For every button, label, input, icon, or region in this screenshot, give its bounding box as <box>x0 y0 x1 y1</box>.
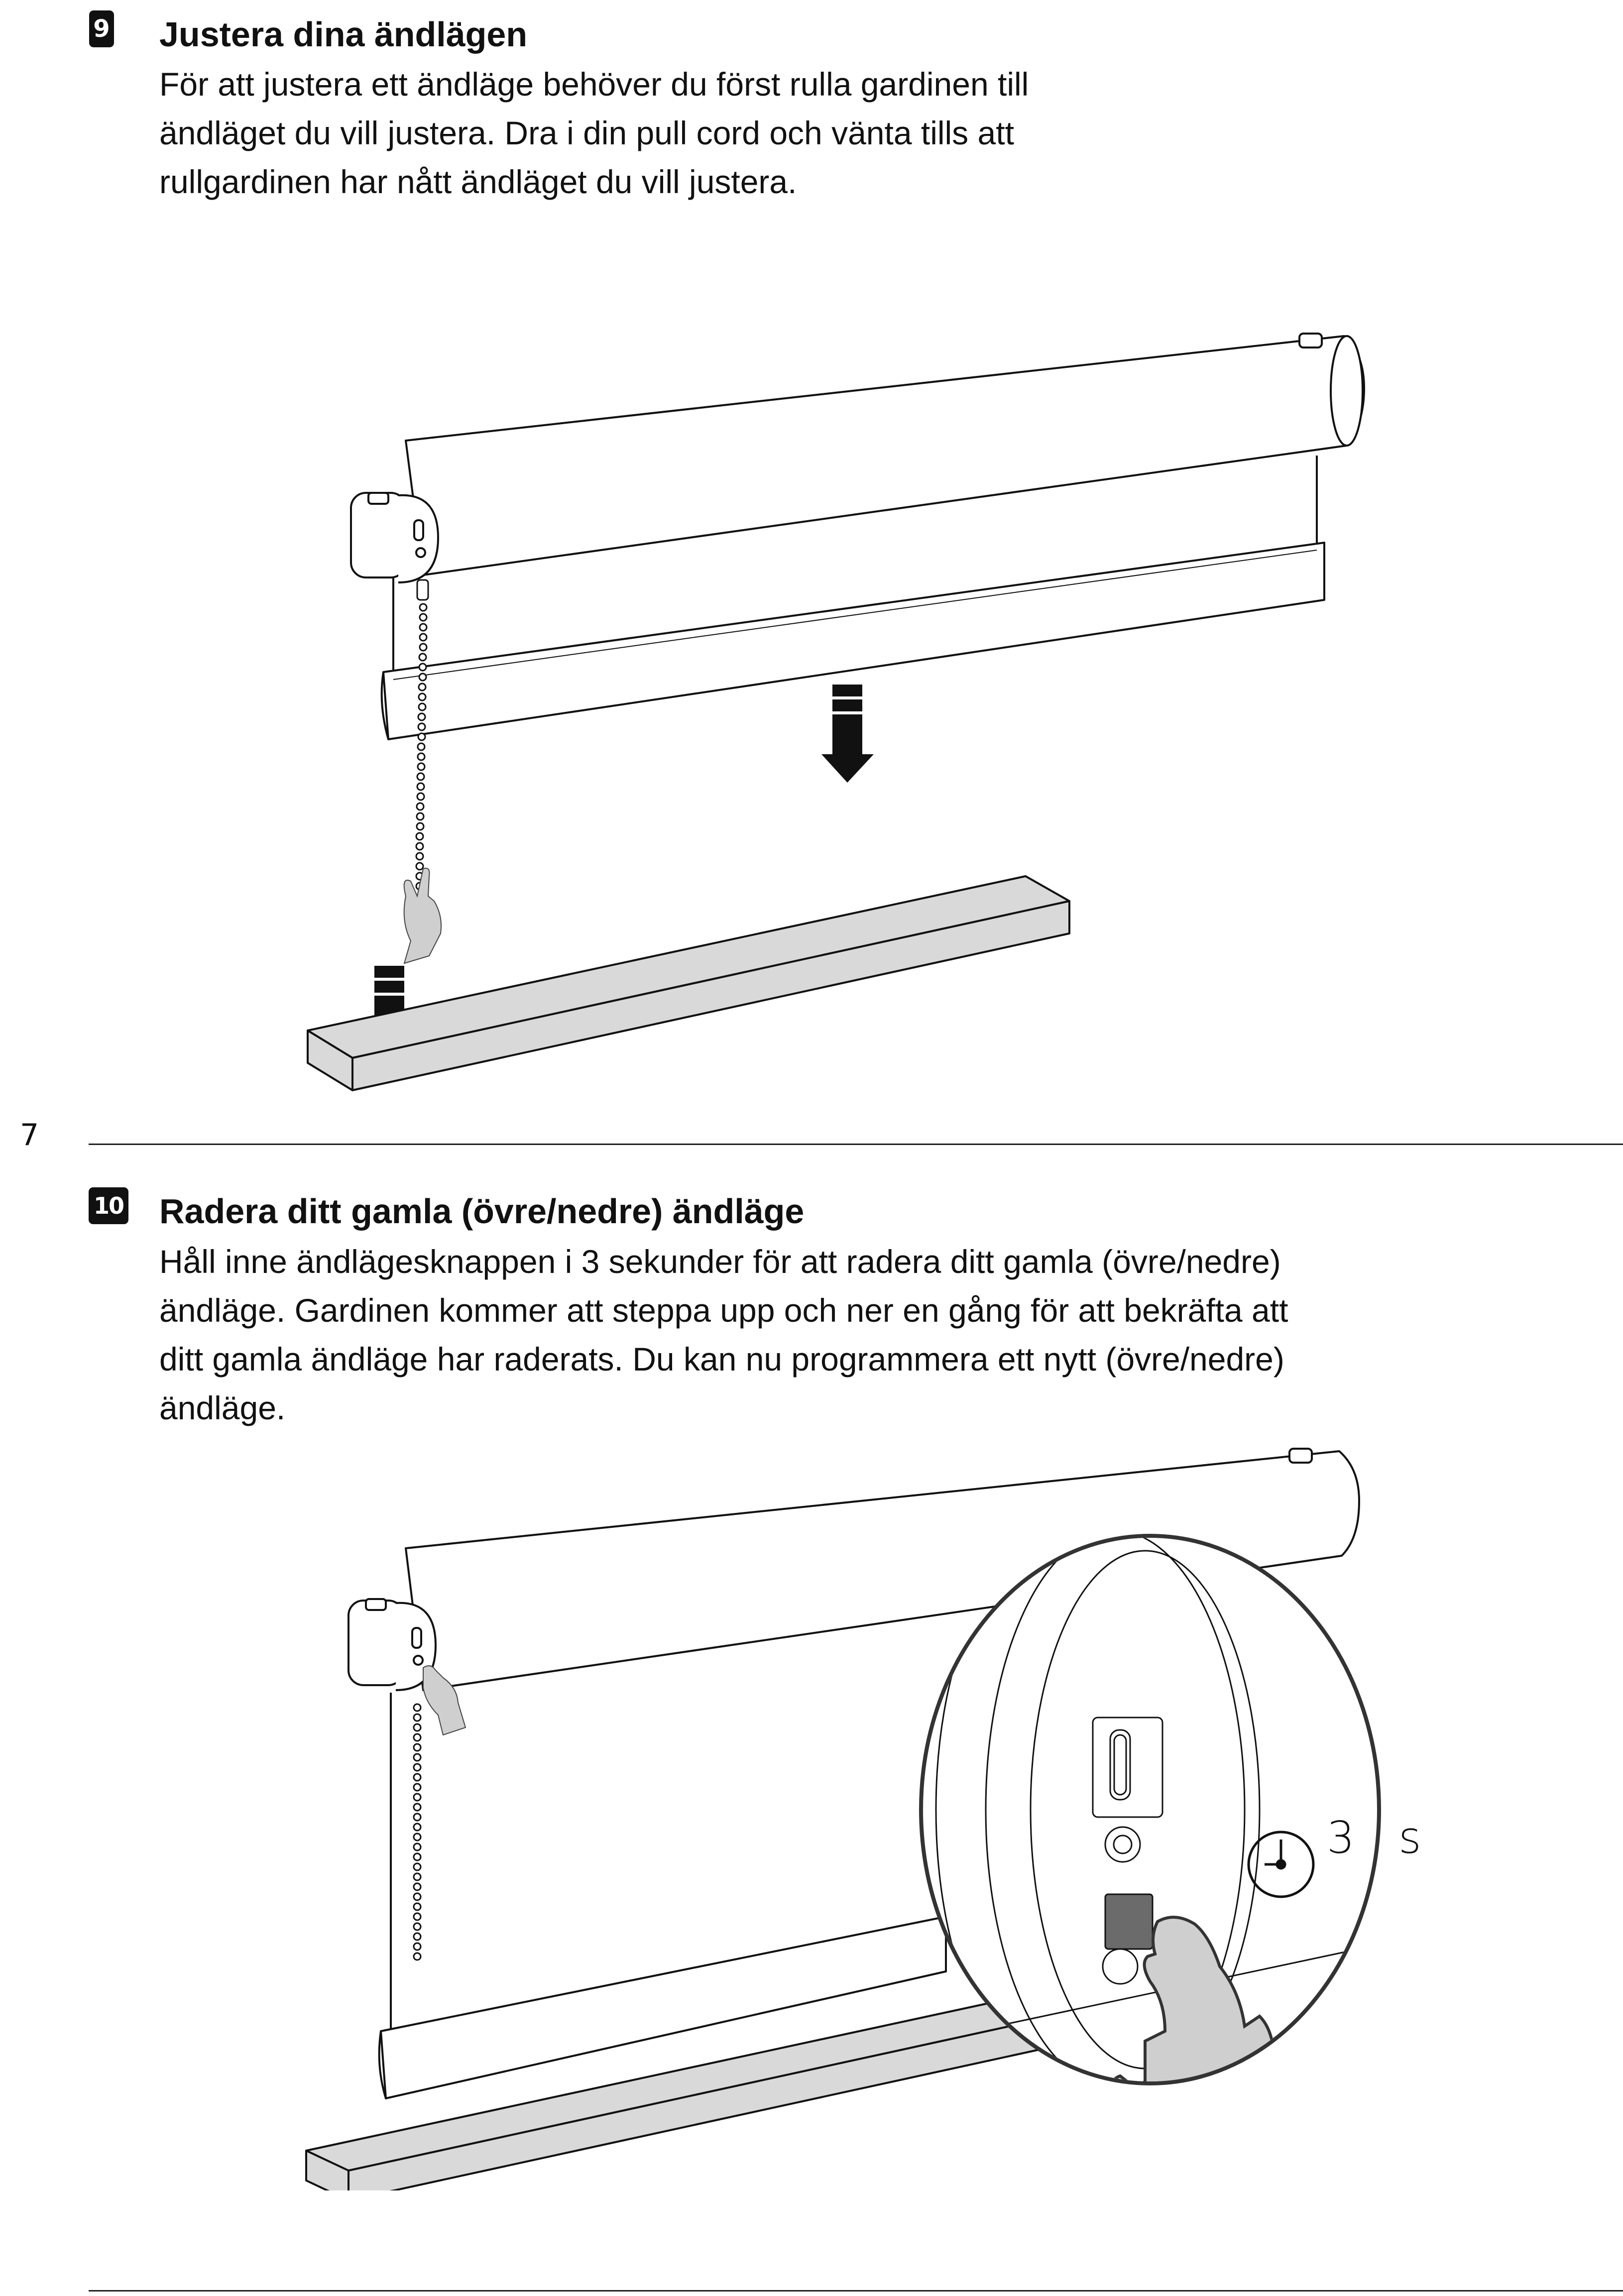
step-10-badge <box>89 1187 128 1224</box>
section-divider <box>89 1144 1623 1145</box>
step-9-body <box>159 60 1029 206</box>
step-9-body-line: rullgardinen har nått ändläget du vill justera. <box>159 163 797 200</box>
timer-label: 3 s <box>1327 1812 1436 1863</box>
step-9-badge <box>89 10 114 47</box>
step-9-illustration <box>299 324 1394 1095</box>
step-10-title: Radera ditt gamla (övre/nedre) ändläge <box>159 1192 805 1231</box>
step-10-body <box>159 1237 1499 1432</box>
page-number: 7 <box>20 1118 39 1152</box>
step-10-body-line: ändläge. Gardinen kommer att steppa upp och ner en gång för att bekräfta att <box>159 1292 1288 1329</box>
step-9-body-line: ändläget du vill justera. Dra i din pull cord och vänta tills att <box>159 115 1014 151</box>
step-9-body-line: För att justera ett ändläge behöver du först rulla gardinen till <box>159 66 1029 103</box>
step-9-title: Justera dina ändlägen <box>159 15 528 54</box>
step-10-illustration <box>299 1444 1494 2190</box>
down-arrow-icon <box>821 685 874 783</box>
step-number: 10 <box>93 1192 123 1219</box>
section-divider <box>89 2290 1623 2292</box>
body-text: Håll inne ändlägesknappen i 3 sekunder för att radera ditt gamla (övre/nedre) <box>159 1243 1281 1280</box>
step-10-body-line: ditt gamla ändläge har raderats. Du kan nu programmera ett nytt (övre/nedre) <box>159 1341 1284 1378</box>
step-10-body-line: ändläge. <box>159 1389 286 1426</box>
hand-icon <box>404 868 441 963</box>
step-number: 9 <box>93 15 110 43</box>
detail-magnifier <box>921 1531 1394 2171</box>
step-10-body-line <box>159 1237 1499 1286</box>
